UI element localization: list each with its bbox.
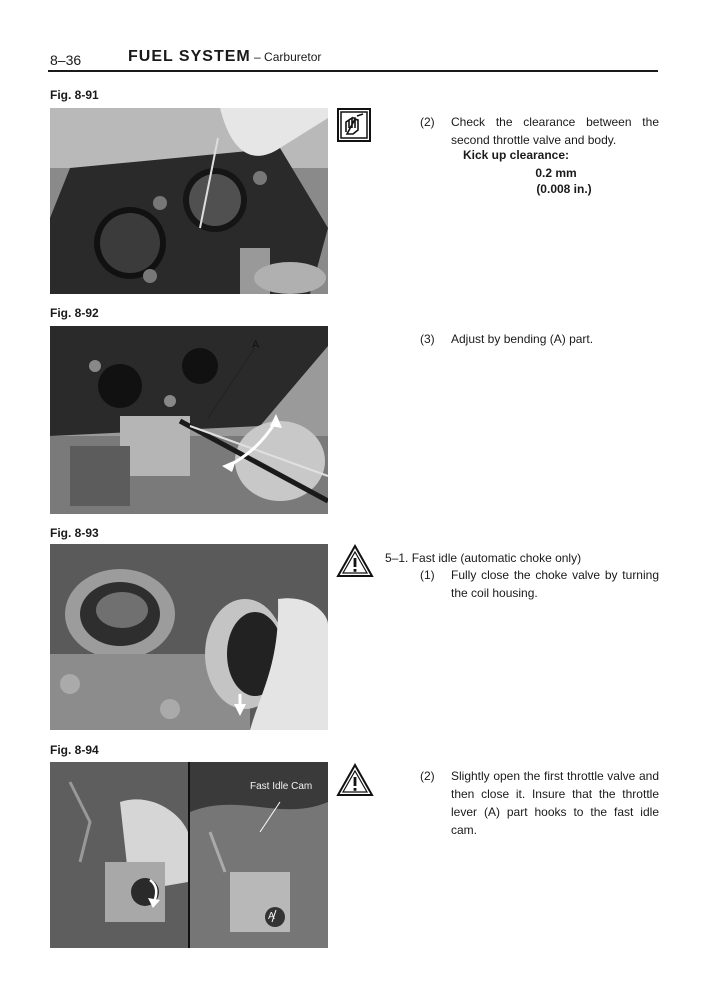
subsection-name: – Carburetor (250, 50, 322, 64)
figure-photo-8-93 (50, 544, 328, 730)
step-3-text: Adjust by bending (A) part. (451, 332, 594, 346)
step-3-number: (3) (420, 332, 435, 346)
figure-photo-8-92 (50, 326, 328, 514)
step-2-number: (2) (420, 115, 435, 129)
figure-photo-8-91 (50, 108, 328, 294)
figure-label-8-94: Fig. 8-94 (50, 743, 99, 757)
callout-a-8-92: A (252, 339, 260, 351)
spec-value-mm: 0.2 mm (535, 166, 577, 180)
step-5-1-1-text: Fully close the choke valve by turning the coil housing. (451, 568, 659, 600)
hand-measure-icon (337, 108, 371, 147)
callout-fast-idle-cam: Fast Idle Cam (250, 781, 313, 792)
caution-triangle-icon (336, 763, 374, 802)
figure-label-8-93: Fig. 8-93 (50, 526, 99, 540)
step-5-1-2-text: Slightly open the first throttle valve and then close it. Insure that the throttle lever (A) part hooks to the fast idle cam. (451, 769, 659, 837)
spec-label: Kick up clearance: (462, 148, 570, 162)
spec-value-in: (0.008 in.) (536, 182, 592, 196)
step-2-text: Check the clearance between the second throttle valve and body. (451, 115, 659, 147)
section-title (128, 48, 321, 66)
figure-label-8-91: Fig. 8-91 (50, 88, 99, 102)
page-number: 8–36 (50, 52, 82, 68)
header-rule (48, 70, 658, 72)
section-name: FUEL SYSTEM (128, 48, 251, 65)
figure-label-8-92: Fig. 8-92 (50, 306, 99, 320)
caution-triangle-icon (336, 544, 374, 583)
callout-a-8-94: A (268, 911, 275, 922)
step-5-1-2-number: (2) (420, 769, 435, 783)
step-5-1-heading: 5–1. Fast idle (automatic choke only) (385, 551, 582, 565)
step-5-1-1-number: (1) (420, 568, 435, 582)
